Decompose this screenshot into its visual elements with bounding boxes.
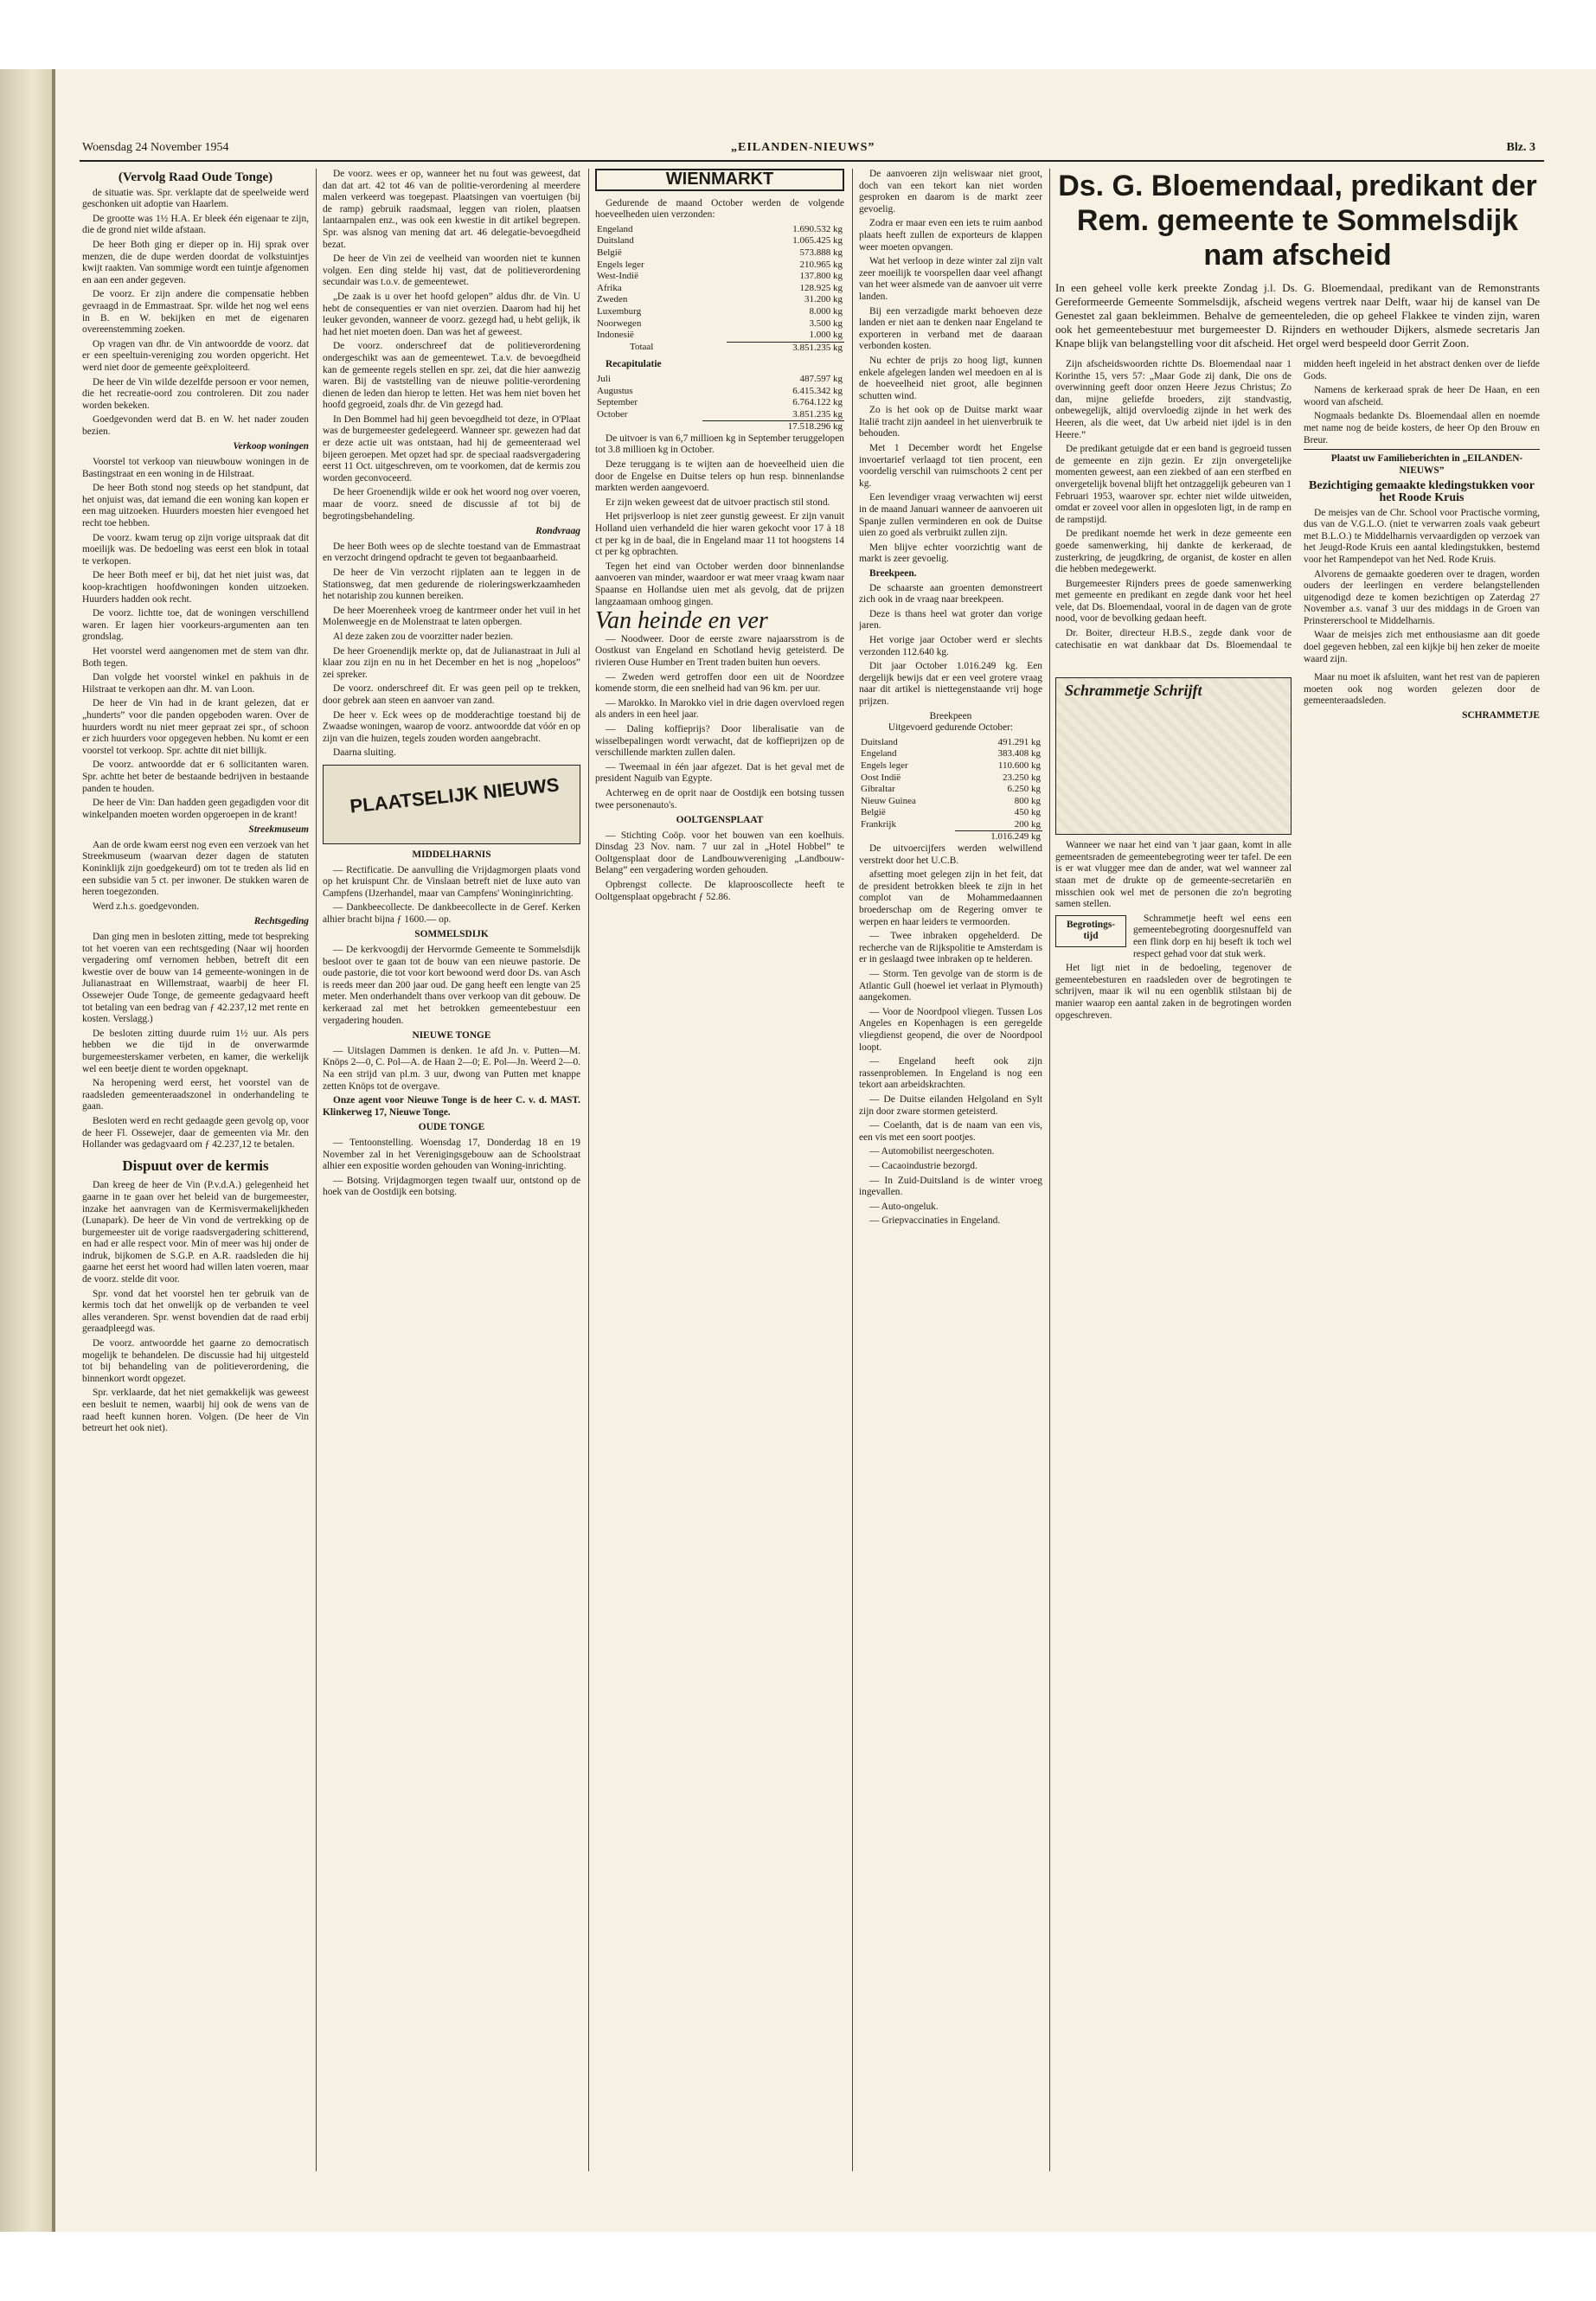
paragraph: De heer Groenendijk wilde er ook het woord nog over voeren, maar de voorz. sneed de discussie af tot bij de begrotingsbehandeling. [323,487,580,522]
row-value: 1.690.532 kg [792,223,843,234]
row-value: 200 kg [1014,818,1041,830]
paragraph: Het ligt niet in de bedoeling, tegenover de gemeentebesturen en raadsleden over de begrotingen te schrijven, maar ik wil nu een ogenblik stilstaan bij de manier waarop een aantal zaken in de begrotingen worden opgeschreven. [1055,963,1292,1021]
row-value: 210.965 kg [799,259,843,270]
paragraph: De aanvoeren zijn weliswaar niet groot, doch van een tekort kan niet worden gesproken en daarom is de markt zeer gevoelig. [859,169,1042,215]
total-row [859,831,1042,843]
table-row [595,330,844,342]
paragraph: De voorz. wees er op, wanneer het nu fout was geweest, dat dan dat art. 42 tot 46 van de politie-verordening al meerdere malen verkeerd was toegepast. Plaatsingen van voertuigen (bij de ramp) gebruik raadsmaal, leggen van riolen, plaatsen lantaarnpalen enz., was ook een kwestie in dit artikel begrepen. Spr. was alsnog van mening dat art. 46 delegatie-bevoegdheid bezat. [323,169,580,250]
table-row [595,374,844,386]
total-row [595,421,844,433]
column-1 [82,169,309,2171]
row-value: 6.415.342 kg [792,385,843,396]
table-row [595,397,844,409]
page-number: Blz. 3 [1506,141,1535,154]
paragraph: — Engeland heeft ook zijn rassenproblemen. In Engeland is nog een tekort aan arbeidskrachten. [859,1056,1042,1091]
article-title: Dispuut over de kermis [122,1157,269,1174]
row-value: 128.925 kg [799,282,843,293]
article-title: (Vervolg Raad Oude Tonge) [118,170,273,184]
row-label: October [597,408,628,420]
paragraph: afsetting moet gelegen zijn in het feit, dat de president betrokken bleek te zijn in het complot van de Mohammedaannen broederschap om de Regering omver te werpen en haar leiders te vermoorden. [859,869,1042,927]
paper-name: „EILANDEN-NIEUWS” [731,141,875,154]
section-heading: OOLTGENSPLAAT [676,815,764,826]
paragraph: Met 1 December wordt het Engelse invoertarief verlaagd tot tien procent, een voordelig verschil van ruimschoots 2 cent per kg. [859,443,1042,489]
paragraph: — Dankbeecollecte. De dankbeecollecte in de Geref. Kerken alhier bracht bijna ƒ 1600.— op. [323,902,580,925]
section-clipart [323,765,580,844]
paragraph: De heer de Vin verzocht rijplaten aan te leggen in de Stationsweg, dat men gedurende de rioleringswerkzaamheden het notariship zou kunnen bereiken. [323,567,580,602]
paragraph: — Tweemaal in één jaar afgezet. Dat is het geval met de president Naguib van Egypte. [595,761,844,785]
row-value: 31.200 kg [804,294,843,305]
row-label: Engeland [597,223,633,234]
paragraph: Besloten werd en recht gedaagde geen gevolg op, voor de heer Fl. Ossewejer, daar de gemeenten via Mr. den Hollander was gedagvaard om ƒ 42.237,12 te betalen. [82,1115,309,1150]
total-value: 1.016.249 kg [955,831,1042,843]
row-value: 23.250 kg [1003,772,1041,783]
paragraph: — Rectificatie. De aanvulling die Vrijdagmorgen plaats vond op het kruispunt Chr. de Vinslaan betreft niet de luxe auto van Campfens (IJzerhandel, maar van Campfens' Woninginrichting. [323,864,580,899]
paragraph: — Zweden werd getroffen door een uit de Noordzee komende storm, die een snelheid had van 96 km. per uur. [595,671,844,695]
paragraph: Dan volgde het voorstel winkel en pakhuis in de Hilstraat te verkopen aan dhr. M. van Loon. [82,672,309,695]
section-logo: WIENMARKT [595,169,844,191]
paragraph: Dit jaar October 1.016.249 kg. Een dergelijk bewijs dat er een veel grotere vraag naar dit artikel is niettegenstaande vrij hoge prijzen. [859,661,1042,707]
paragraph: Opbrengst collecte. De klaproosco​llecte heeft te Ooltgensplaat opgebracht ƒ 52.86. [595,880,844,902]
table-row [595,235,844,247]
table-title: Breekpeen Uitgevoerd gedurende October: [888,710,1014,734]
row-value: 1.065.425 kg [792,235,843,247]
table-row [595,224,844,236]
total-value: 17.518.296 kg [702,421,844,433]
paragraph: Daarna sluiting. [333,747,396,759]
paragraph: De voorz. antwoordde het gaarne zo democratisch mogelijk te behandelen. De discussie had hij uitgesteld tot bij behandeling van de politieverordening, die binnenkort wordt opgezet. [82,1338,309,1384]
headline: Ds. G. Bloemendaal, predikant der Rem. gemeente te Sommelsdijk nam afscheid [1058,170,1537,272]
row-label: België [861,807,886,818]
row-label: Luxemburg [597,305,642,317]
cartoon-illustration [1055,677,1292,835]
paragraph: De predikant getuigde dat er een band is gegroeid tussen de gemeente en zijn gezin. Er zijn onvergetelijke momenten geweest, aan een ziekbed of aan een sterfbed en onvergetelijk bovenal blijft het ontzaggelijk gebeuren van 1 Februari 1953, waarover spr. echter niet wilde uitweiden, omdat er zoveel voor allen in opgesloten ligt, in de ramp en de rampstijd. [1055,444,1292,525]
paragraph: Nu echter de prijs zo hoog ligt, kunnen enkele afgelegen landen wel meedoen en al is de hoeveelheid niet groot, alle beginnen schutten wind. [859,355,1042,401]
section-heading: SOMMELSDIJK [414,929,489,940]
table-row [595,386,844,398]
paragraph: — Noodweer. Door de eerste zware najaarsstrom is de Oostkust van Engeland en Schotland hevig geteisterd. De rivieren Ouse Humber en Trent traden buiten hun oevers. [595,633,844,668]
paragraph: De heer de Vin zei de veelheid van woorden niet te kunnen volgen. Een ding stelde hij vast, dat de politieverordening secundair was t.o.v. de gemeentewet. [323,253,580,288]
paragraph: — Botsing. Vrijdagmorgen tegen twaalf uur, ontstond op de hoek van de Oostdijk een botsing. [323,1175,580,1198]
paragraph: Tegen het eind van October werden door binnenlandse aanvoeren van minder, waardoor er wat meer vraag kwam naar Spaanse en Hollandse uien met als gevolg, dat de prijzen langzaamaan omhoog gingen. [595,561,844,607]
paragraph: De voorz. Er zijn andere die compensatie hebben gevraagd in de Emmastraat. Spr. wilde het nog wel eens in B. en W. bekijken en met de eigenaren overeenstemming zoeken. [82,289,309,336]
paragraph: Spr. vond dat het voorstel hen ter gebruik van de kermis toch dat het onwelijk op de verbanden te veel alles veranderen. Spr. wenst bovendien dat de raad erbij geraadpleegd was. [82,1288,309,1335]
paragraph: — Voor de Noordpool vliegen. Tussen Los Angeles en Kopenhagen is een geregelde vliegdienst geopend, die over de Noordpool loopt. [859,1006,1042,1053]
column-5 [1055,169,1540,2171]
row-value: 6.250 kg [1007,784,1041,795]
row-label: België [597,247,622,258]
section-heading: MIDDELHARNIS [412,849,491,860]
paragraph: De voorz. onderschreef dit. Er was geen peil op te trekken, door gebrek aan steen en aanvoer van zand. [323,683,580,706]
table-row [859,807,1042,819]
paragraph: Het prijsverloop is niet zeer gunstig geweest. Er zijn vanuit Holland uien verhandeld die hier waren gekocht voor 17 à 18 ct per kg in de baal, die in Engeland maar 11 tot hoogstens 14 ct per kg opbrachten. [595,511,844,558]
paragraph: — Griepvaccinaties in Engeland. [869,1215,1001,1227]
notice: Plaatst uw Familieberichten in „EILANDEN-NIEUWS” [1304,449,1540,477]
article-title: Bezichtiging gemaakte kledingstukken voor het Roode Kruis [1309,479,1535,504]
paragraph: Aan de orde kwam eerst nog even een verzoek van het Streekmuseum (waarvan dezer dagen de statuten Koninklijk zijn goedgekeurd) om tot te treden als lid en een subsidie van 5 ct. per inwoner. De stukken waren de heren toegezonden. [82,839,309,898]
table-row [859,819,1042,831]
row-label: Engeland [861,748,897,760]
subheading: Streekmuseum [248,824,309,836]
paragraph: Dan ging men in besloten zitting, mede tot bespreking tot het voeren van een rechtsgeding (Naar wij hoorden vergadering omf vernomen hebben, betreft dit een kwestie over de bouw van 14 gemeente-woningen in de Julianastraat en Willemstraat, waarbij de heer Fl. Ossewejer Oude Tonge, de gemeente gedagvaard heeft tot betaling van een bedrag van ƒ 42.237,12 met rente en kosten. Verslagg.) [82,932,309,1025]
row-label: Nieuw Guinea [861,795,916,806]
paragraph: Deze teruggang is te wijten aan de hoeveelheid uien die door de Engelse en Duitse telers op hun resp. binnenlandse markten werden aangevoerd. [595,459,844,494]
paragraph: Voorstel tot verkoop van nieuwbouw woningen in de Bastingstraat en een woning in de Hilstraat. [82,457,309,479]
paragraph: De besloten zitting duurde ruim 1½ uur. Als pers hebben we die tijd in de onverwarmde burgemeesterskamer verbeten, en kamer, die werkelijk wel een beetje dient te worden opgeknapt. [82,1028,309,1074]
paragraph: — In Zuid-Duitsland is de winter vroeg ingevallen. [859,1175,1042,1198]
paragraph: Waar de meisjes zich met enthousiasme aan dit goede doel gegeven hebben, zal een kijkje bij hen zeker de moeite waard zijn. [1304,630,1540,664]
paragraph: Alvorens de gemaakte goederen over te dragen, worden ouders der leerlingen en verdere belangstellenden uitgenodigd deze te komen bezichtigen op Zaterdag 27 November a.s. vanaf 3 uur des middags in de Groen van Prinstererschool te Middelharnis. [1304,568,1540,626]
paragraph: Wat het verloop in deze winter zal zijn valt zeer moeilijk te voorspellen daar veel afhangt van het weer alsmede van de aanvoer uit verre landen. [859,256,1042,302]
subheading: Breekpeen. [869,568,917,579]
table-row [595,318,844,330]
subheading: Verkoop woningen [233,441,309,452]
onion-export-table [595,224,844,355]
row-value: 383.408 kg [997,748,1041,760]
paragraph: „De zaak is u over het hoofd gelopen” aldus dhr. de Vin. U hebt de consequenties er van niet overzien. Daarom had hij het leuker gevonden, wanneer de voorz. gezegd had, u hebt gelijk, ik had het niet moeten doen. Dan was het af geweest. [323,291,580,337]
paragraph: Bij een verzadigde markt behoeven deze landen er niet aan te denken naar Engeland te exporteren in verband met de daaraan verbonden kosten. [859,305,1042,352]
row-label: Noorwegen [597,317,642,329]
paragraph: De heer Both stond nog steeds op het standpunt, dat het onjuist was, dat iemand die een woning kan kopen er een mag uitzoeken. Huurders moesten hier evengoed het recht toe hebben. [82,483,309,529]
paragraph: De voorz. antwoordde dat er 6 sollicitanten waren. Spr. achtte het beter de bestaande bedrijven in bestaande panden te houden. [82,760,309,794]
table-row [595,283,844,295]
paragraph: de situatie was. Spr. verklapte dat de speelweide werd geschonken uit adoptie van Haarlem. [82,187,309,210]
paragraph: — Cacaoindustrie bezorgd. [869,1160,977,1171]
paragraph: Goedgevonden werd dat B. en W. het nader zouden bezien. [82,414,309,437]
table-row [595,260,844,272]
paragraph: Zijn afscheidswoorden richtte Ds. Bloemendaal naar 1 Korinthe 15, vers 57: „Maar Gode zij dank, Die ons de overwinning geeft door onzen Heere Jezus Christus; Zo dan, mijne geliefde broeders, zijt standvastig, onbewegelijk, altijd overvloedig zijnde in het werk des Heeren, als die weet, dat Uw arbeid niet ijdel is in den Heere.” [1055,359,1292,440]
paragraph: Deze is thans heel wat groter dan vorige jaren. [859,608,1042,631]
paragraph: — Uitslagen Dammen is denken. 1e afd Jn. v. Putten—M. Knöps 2—0, C. Pol—A. de Haan 2—0; E. Pol—Jn. Weerd 2—0. Na een strijd van pl.m. 3 uur, dwong van Putten met knappe zetten Knöps tot de overgave. [323,1045,580,1092]
article-intro: In een geheel volle kerk preekte Zondag j.l. Ds. G. Bloemendaal, predikant van de Remonstrants Gereformeerde Gemeente Sommelsdijk, afscheid wegens vertrek naar Delft, waar hij de kansel van De Genestet zal gaan bekleimmen. Behalve de gemeenteleden, die op geheel Flakkee te vinden zijn, waren ook het gemeentebestuur met burgemeester D. Rijnders en wethouder Dijkers, alsmede secretaris Jan Knape blijk van belangstelling voor dit afscheid. Het orgel werd bespeeld door Gerrit Zoon. [1055,281,1540,349]
table-row [595,409,844,421]
row-value: 1.000 kg [809,330,843,341]
row-label: Zweden [597,294,628,305]
paragraph: De heer v. Eck wees op de modderachtige toestand bij de Zwaadse woningen, waarop de voorz. antwoordde dat vóór en op zijn van die huizen, tegels zouden worden aangebracht. [323,709,580,744]
table-row [595,271,844,283]
section-heading: OUDE TONGE [418,1122,485,1133]
paragraph: Burgemeester Rijnders prees de goede samenwerking met gemeente en predikant en zegde dank voor het heel vele, dat Ds. Bloemendaal, vooral in de dagen van de grote nood, voor de bevolking gedaan heeft. [1055,578,1292,625]
row-label: Duitsland [597,235,634,247]
recap-table [595,374,844,433]
paragraph: Al deze zaken zou de voorzitter nader bezien. [333,631,514,642]
row-label: Gibraltar [861,784,895,795]
paragraph: Schrammetje heeft wel eens een gemeentebegroting doorgesnuffeld van een flink dorp en hij beseft ik toch wel respect gehad voor dat stuk werk. [1133,913,1292,959]
row-value: 3.851.235 kg [792,408,843,420]
page-header [82,142,1544,157]
column-3 [595,169,844,2171]
row-label: Afrika [597,282,622,293]
paragraph: Men blijve echter voorzichtig want de markt is zeer gevoelig. [859,542,1042,565]
clipart-label: PLAATSELIJK NIEUWS [349,773,561,817]
paragraph: Onze agent voor Nieuwe Tonge is de heer C. v. d. MAST. Klinkerweg 17, Nieuwe Tonge. [323,1095,580,1118]
paragraph: — Twee inbraken opgehelderd. De recherche van de Rijkspolitie te Amsterdam is er in geslaagd twee inbraken op te helderen. [859,931,1042,965]
side-box: Begrotings-tijd [1055,915,1126,947]
row-value: 491.291 kg [997,736,1041,747]
paragraph: Gedurende de maand October werden de volgende hoeveelheden uien verzonden: [595,197,844,221]
row-label: Duitsland [861,736,898,747]
total-row [595,342,844,354]
paragraph: Werd z.h.s. goedgevonden. [93,901,200,912]
row-value: 3.500 kg [809,317,843,329]
table-row [859,748,1042,760]
row-value: 8.000 kg [809,305,843,317]
table-row [859,772,1042,785]
row-value: 800 kg [1014,795,1041,806]
paragraph: — Tentoonstelling. Woensdag 17, Donderdag 18 en 19 November zal in het Verenigingsgebouw aan de Schoolstraat alhier een expositie worden gehouden van Woning-inrichting. [323,1137,580,1172]
paragraph: De voorz. lichtte toe, dat de woningen verschillend waren. Er lagen hier voorkeurs-argumenten aan ten grondslag. [82,608,309,643]
paragraph: — Marokko. In Marokko viel in drie dagen overvloed regen als anders in een heel jaar. [595,697,844,721]
paragraph: Dan kreeg de heer de Vin (P.v.d.A.) gelegenheid het gaarne in te gaan over het beleid van de burgemeester, inzake het aanvragen van de Kermisvermakelijkheden (Lunapark). De heer de Vin vond de vertrekking op de burgemeester uit de vorige raadsvergadering schitterend, en had er alle respect voor. Min of meer was hij onder de indruk, bijkomen de S.G.P. en A.R. raadsleden die hij gaarne het eerst het woord had willen laten voeren, maar de voorz. stelde dit voor. [82,1180,309,1285]
paragraph: De uitvoercijfers werden welwillend verstrekt door het U.C.B. [859,843,1042,866]
paragraph: De heer Both ging er dieper op in. Hij sprak over menzen, die de dupe werden doordat de volkstuintjes kwijt raakten. Van sommige wordt een tuintje afgenomen en aan een ander gegeven. [82,239,309,285]
schrammetje-column [1055,672,1292,1024]
header-rule [80,160,1544,162]
paragraph: De uitvoer is van 6,7 millioen kg in September teruggelopen tot 3.8 millioen kg in October. [595,433,844,456]
row-label: Juli [597,373,611,384]
paragraph: Achterweg en de oprit naar de Oostdijk een botsing tussen twee personenauto's. [595,787,844,811]
row-value: 450 kg [1014,807,1041,818]
column-2 [323,169,580,2171]
paragraph: — Daling koffieprijs? Door liberalisatie van de wisselbepalingen wordt verwacht, dat de koffieprijzen op de verschillende markten zullen dalen. [595,723,844,759]
paragraph: Wanneer we naar het eind van 't jaar gaan, komt in alle gemeentsraden de gemeentebegroting weer ter tafel. De een is er wat vlugger mee dan de ander, wat wel wanneer zal staan met de drukte op de gemeente-secretariën en misschien ook wel met de personen die zo'n begroting samen stellen. [1055,840,1292,910]
column-rule [1049,169,1050,2171]
paragraph: De heer de Vin had in de krant gelezen, dat er „hunderts” voor die panden opgeboden waren. Over de huurders wordt nu niet meer gepraat zei spr., of schoon er zich huurders voor opgegeven hebben. Nu komt er een voorstel tot verkoop. Spr. achtte dit niet billijk. [82,698,309,756]
paragraph: Zo is het ook op de Duitse markt waar Italië tracht zijn aandeel in het uienverbruik te behouden. [859,405,1042,439]
paragraph: Na heropening werd eerst, het voorstel van de raadsleden gemeenteraadszonel in onderhandeling te gaan. [82,1078,309,1112]
paragraph: Een levendiger vraag verwachten wij eerst in de maand Januari wanneer de aanvoeren uit Spanje zullen verminderen en ook de Duitse uien zo goed als verbruikt zullen zijn. [859,492,1042,539]
newspaper-page [61,130,1544,2197]
row-value: 137.800 kg [799,271,843,282]
table-subtitle: Recapitulatie [606,359,662,370]
row-value: 110.600 kg [997,760,1041,771]
paragraph: — Stichting Coöp. voor het bouwen van een koelhuis. Dinsdag 23 Nov. nam. 7 uur zal in „Hotel Hobbel” te Ooltgensplaat door de Landbouwvereniging „Landbouw-Belang” een vergadering worden gehouden. [595,830,844,876]
paragraph: Maar nu moet ik afsluiten, want het rest van de papieren moeten ook nog worden gelezen door de gemeenteraadsleden. [1304,672,1540,707]
schrammetje-column-2 [1304,672,1540,724]
row-label: West-Indië [597,271,638,282]
binding-fold [52,69,55,2232]
paragraph: — De kerkvoogdij der Hervormde Gemeente te Sommelsdijk besloot over te gaan tot de bouw van een nieuwe pastorie. De oude pastorie, die tot voor kort bewoond werd door Ds. van Asch is reeds meer dan 200 jaar oud. De gang heeft een lengte van 25 meter. Men onderhandelt thans over verkoop van dit gebouw. De kerkeraad zal met het betrokken gemeentebestuur een vergadering houden. [323,945,580,1026]
page-gutter [0,69,54,2232]
issue-date: Woensdag 24 November 1954 [82,141,229,154]
paragraph: — De Duitse eilanden Helgoland en Sylt zijn door zware stormen geteisterd. [859,1093,1042,1117]
column-rule [588,169,589,2171]
paragraph: Spr. verklaarde, dat het niet gemakkelijk was geweest een besluit te nemen, waarbij hij ook de wens van de raad heeft kunnen horen. Volgen. (De heer de Vin betreurt het ook niet). [82,1388,309,1434]
paragraph: De voorz. onderschreef dat de politieverordening ondergeschikt was aan de gemeentewet. T.a.v. de bevoegdheid kan de gemeente regels stellen en spr. zei, dat die hier aanwezig waren. Bij de vaststelling van de nieuwe politie-verordening dienen de leden dan hierop te letten. Het was hem niet boven het hoofd gegroeid, zoals dhr. de Vin gezegd had. [323,341,580,411]
paragraph: De heer Both wees op de slechte toestand van de Emmastraat en verzocht dringend opdracht te geven tot begaanbaarheid. [323,541,580,564]
row-label: Augustus [597,385,633,396]
row-label: Oost Indië [861,772,901,783]
paragraph: De heer de Vin wilde dezelfde persoon er voor nemen, die het recreatie-oord zou controleren. Dit zou nader worden bekeken. [82,376,309,411]
paragraph: Er zijn weken geweest dat de uitvoer practisch stil stond. [606,497,830,508]
table-row [859,760,1042,772]
paragraph: De heer Moerenheek vroeg de kantrmeer onder het vuil in het Molenweegje en de Molenstraat te laten opbergen. [323,605,580,628]
table-row [859,737,1042,749]
table-row [595,247,844,260]
row-label: Frankrijk [861,819,896,830]
section-heading: NIEUWE TONGE [412,1030,491,1042]
row-label: September [597,397,638,408]
paragraph: Namens de kerkeraad sprak de heer De Haan, en een woord van afscheid. [1304,385,1540,407]
column-rule [852,169,853,2171]
paragraph: De heer Both meef er bij, dat het niet juist was, dat koop-krachtigen hoofdwoningen konden uitzoeken. Huurders hadden ook recht. [82,570,309,605]
paragraph: Nogmaals bedankte Ds. Bloemendaal allen en noemde met name nog de beide kosters, de heer Op den Brouw en Breur. [1304,411,1540,445]
paragraph: Het vorige jaar October werd er slechts verzonden 112.640 kg. [859,634,1042,657]
row-value: 487.597 kg [799,373,843,384]
cartoon-label: Schrammetje Schrijft [1065,682,1202,700]
subheading: Rechtsgeding [253,916,309,927]
paragraph: Zodra er maar even een iets te ruim aanbod plaats heeft zullen de exporteurs de klappen weer moeten opvangen. [859,218,1042,253]
row-label: Indonesië [597,330,634,341]
paragraph: De heer Groenendijk merkte op, dat de Julianastraat in Juli al klaar zou zijn en nu in het December en het is nog „hopeloos” zei spreker. [323,645,580,680]
table-row [595,306,844,318]
row-value: 573.888 kg [799,247,843,258]
paragraph: Dr. Boiter, directeur H.B.S., zegde dank voor de catechisatie en wat dankbaar dat Ds. Bloemendaal te midden heeft ingeleid in het abstract denken over de liefde Gods. [1055,359,1540,651]
section-title: Van heinde en ver [595,607,768,635]
paragraph: — Automobilist neergeschoten. [869,1146,995,1157]
row-label: Engels leger [861,760,908,771]
paragraph: — Storm. Ten gevolge van de storm is de Atlantic Gull (hoewel iet verlaat in Plymouth) aangekomen. [859,969,1042,1003]
row-label: Engels leger [597,259,644,270]
paragraph: De voorz. kwam terug op zijn vorige uitspraak dat dit moeilijk was. De bedoeling was eerst een blok in totaal te verkopen. [82,532,309,567]
total-label: Totaal [630,342,654,353]
paragraph: — Coelanth, dat is de naam van een vis, een vis met een soort pootjes. [859,1120,1042,1143]
article-body [1055,359,1540,665]
breekpeen-table [859,737,1042,843]
byline: SCHRAMMETJE [1462,710,1540,721]
paragraph: De predikant noemde het werk in deze gemeente een goede samenwerking, hij dankte de kerkeraad, de zusterkring, de jeugdkring, de organist, de koster en allen die hebben medegewerkt. [1055,529,1292,575]
table-row [859,784,1042,796]
table-row [595,294,844,306]
table-row [859,796,1042,808]
column-4 [859,169,1042,2171]
total-value: 3.851.235 kg [727,342,844,354]
paragraph: Het voorstel werd aangenomen met de stem van dhr. Both tegen. [82,645,309,669]
column-rule [316,169,317,2171]
paragraph: De grootte was 1½ H.A. Er bleek één eigenaar te zijn, die de grond niet wilde afstaan. [82,213,309,236]
subheading: Rondvraag [535,526,580,537]
paragraph: — Auto-ongeluk. [869,1201,939,1212]
paragraph: Op vragen van dhr. de Vin antwoordde de voorz. dat er een speeltuin-vereniging zou worden opgericht. Het werd niet door de gemeente geëxploiteerd. [82,338,309,373]
paragraph: In Den Bommel had hij geen bevoegdheid tot deze, in O'Plaat was de burgemeester gedelegeerd. Wanneer spr. gewezen had dat er deze actie uit was ontstaan, had hij de gemeenteraad wel bijeen geroepen. Met opzet had spr. de speciaal raadsvergadering eerst 11 Oct. uitgeschreven, om te voorkomen, dat de kermis zou worden geconvoceerd. [323,413,580,484]
paragraph: De schaarste aan groenten demonstreert zich ook in de vraag naar breekpeen. [859,582,1042,606]
row-value: 6.764.122 kg [792,397,843,408]
paragraph: De meisjes van de Chr. School voor Practische vorming, dus van de V.G.L.O. (niet te verwarren zoals vaak gebeurt met B.L.O.) te Middelharnis vervaardigden op verzoek van het Jeugd-Rode Kruis een aantal kledingstukken, bestemd voor het Rampendepot van het Ned. Rode Kruis. [1304,507,1540,565]
paragraph: De heer de Vin: Dan hadden geen gegadigden voor dit winkelpanden moeten worden opgeroepen in de krant! [82,798,309,820]
